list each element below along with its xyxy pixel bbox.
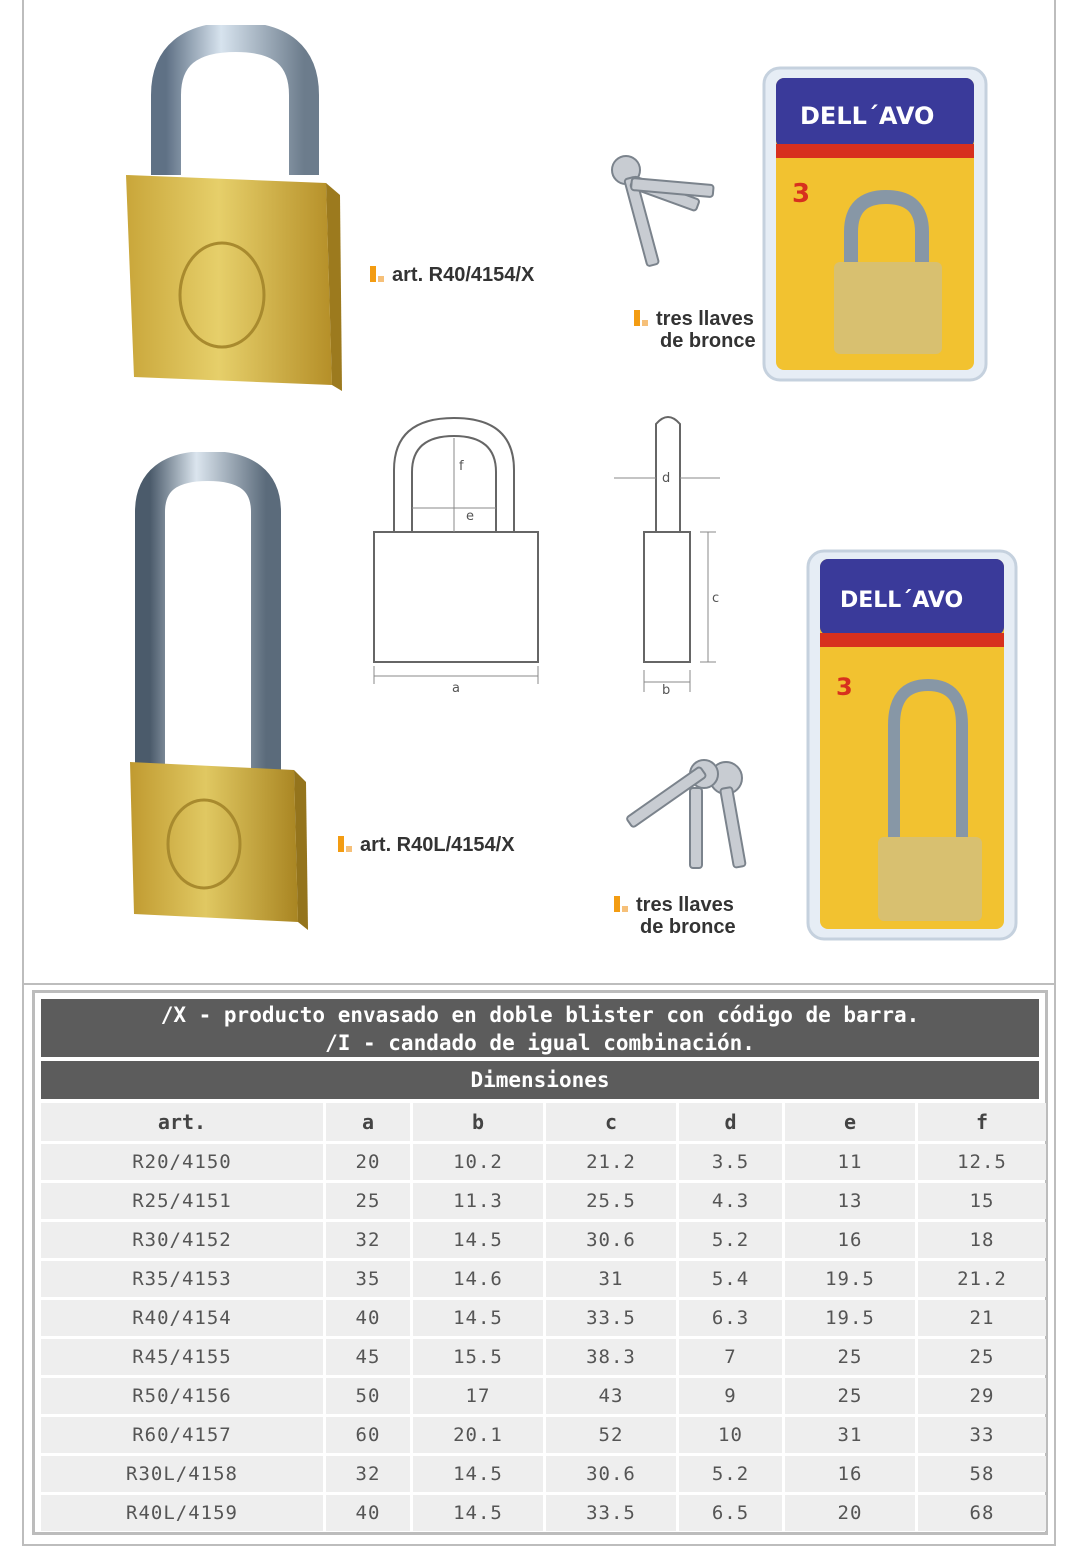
- dim-c-label: c: [712, 591, 720, 606]
- table-cell: 58: [918, 1456, 1046, 1492]
- table-cell: R40L/4159: [41, 1495, 323, 1531]
- table-cell: 11.3: [413, 1183, 543, 1219]
- table-cell: 15: [918, 1183, 1046, 1219]
- table-row: [41, 1378, 1046, 1414]
- table-cell: 33: [918, 1417, 1046, 1453]
- table-cell: 11: [785, 1144, 915, 1180]
- keys-image: [616, 748, 766, 878]
- note-line-2: /I - candado de igual combinación.: [325, 1031, 755, 1055]
- table-cell: 14.5: [413, 1456, 543, 1492]
- table-cell: 4.3: [679, 1183, 782, 1219]
- blister-brand-text: DELL´AVO: [800, 102, 935, 130]
- table-row: [41, 1456, 1046, 1492]
- table-cell: 17: [413, 1378, 543, 1414]
- bullet-icon: [634, 310, 648, 326]
- col-header-e: e: [785, 1103, 915, 1141]
- table-cell: R50/4156: [41, 1378, 323, 1414]
- table-cell: 21: [918, 1300, 1046, 1336]
- dimensions-table: [38, 1100, 1049, 1534]
- table-cell: 30.6: [546, 1456, 676, 1492]
- table-cell: 32: [326, 1456, 410, 1492]
- table-cell: 60: [326, 1417, 410, 1453]
- table-cell: 25: [918, 1339, 1046, 1375]
- table-cell: 38.3: [546, 1339, 676, 1375]
- table-cell: 20.1: [413, 1417, 543, 1453]
- table-cell: 3.5: [679, 1144, 782, 1180]
- table-cell: R25/4151: [41, 1183, 323, 1219]
- table-cell: R30L/4158: [41, 1456, 323, 1492]
- note-line-1: /X - producto envasado en doble blister con código de barra.: [160, 1003, 920, 1027]
- table-cell: 33.5: [546, 1300, 676, 1336]
- table-cell: 16: [785, 1222, 915, 1258]
- product-label-r40: art. R40/4154/X: [370, 264, 534, 286]
- table-cell: 5.2: [679, 1222, 782, 1258]
- table-cell: 6.5: [679, 1495, 782, 1531]
- dimensions-title: Dimensiones: [41, 1061, 1039, 1099]
- table-row: [41, 1417, 1046, 1453]
- table-cell: 16: [785, 1456, 915, 1492]
- dim-e-label: e: [466, 509, 474, 524]
- table-row: [41, 1222, 1046, 1258]
- table-row: [41, 1144, 1046, 1180]
- dimensions-table-container: [32, 990, 1048, 1535]
- table-cell: 20: [785, 1495, 915, 1531]
- blister-brand-text: DELL´AVO: [840, 588, 964, 613]
- table-row: [41, 1300, 1046, 1336]
- table-cell: 43: [546, 1378, 676, 1414]
- table-cell: 33.5: [546, 1495, 676, 1531]
- col-header-f: f: [918, 1103, 1046, 1141]
- table-cell: 6.3: [679, 1300, 782, 1336]
- dim-f-label: f: [459, 459, 464, 474]
- table-cell: 19.5: [785, 1261, 915, 1297]
- dimension-diagram-front: [364, 410, 544, 700]
- padlock-short-shackle-image: [104, 25, 344, 395]
- product-label-r40l: art. R40L/4154/X: [338, 834, 515, 856]
- table-cell: 14.5: [413, 1222, 543, 1258]
- padlock-long-shackle-image: [98, 452, 318, 942]
- table-cell: 45: [326, 1339, 410, 1375]
- table-cell: 30.6: [546, 1222, 676, 1258]
- col-header-art: art.: [41, 1103, 323, 1141]
- col-header-c: c: [546, 1103, 676, 1141]
- col-header-b: b: [413, 1103, 543, 1141]
- table-cell: 31: [785, 1417, 915, 1453]
- blister-pack-image: [802, 545, 1024, 945]
- bullet-icon: [370, 266, 384, 282]
- table-cell: R60/4157: [41, 1417, 323, 1453]
- keys-label-2: tres llaves de bronce: [614, 894, 736, 938]
- table-cell: 18: [918, 1222, 1046, 1258]
- table-cell: 25.5: [546, 1183, 676, 1219]
- table-row: [41, 1339, 1046, 1375]
- table-cell: 13: [785, 1183, 915, 1219]
- table-cell: 40: [326, 1495, 410, 1531]
- table-cell: 9: [679, 1378, 782, 1414]
- table-cell: 31: [546, 1261, 676, 1297]
- dim-a-label: a: [452, 681, 460, 696]
- table-cell: 68: [918, 1495, 1046, 1531]
- table-row: [41, 1183, 1046, 1219]
- table-cell: 25: [326, 1183, 410, 1219]
- table-cell: 19.5: [785, 1300, 915, 1336]
- table-cell: 25: [785, 1378, 915, 1414]
- table-cell: 14.5: [413, 1495, 543, 1531]
- bullet-icon: [614, 896, 628, 912]
- table-cell: R20/4150: [41, 1144, 323, 1180]
- blister-pack-image: [756, 62, 996, 387]
- blister-count-text: 3: [792, 179, 811, 209]
- section-divider: [24, 983, 1054, 985]
- table-cell: 35: [326, 1261, 410, 1297]
- table-cell: 7: [679, 1339, 782, 1375]
- table-cell: 10.2: [413, 1144, 543, 1180]
- keys-label-1: tres llaves de bronce: [634, 308, 756, 352]
- bullet-icon: [338, 836, 352, 852]
- table-header-row: [41, 1103, 1046, 1141]
- table-cell: 29: [918, 1378, 1046, 1414]
- packaging-note: [41, 999, 1039, 1057]
- dim-b-label: b: [662, 683, 671, 698]
- table-cell: R30/4152: [41, 1222, 323, 1258]
- table-row: [41, 1495, 1046, 1531]
- table-cell: 14.5: [413, 1300, 543, 1336]
- table-cell: 50: [326, 1378, 410, 1414]
- table-cell: 5.4: [679, 1261, 782, 1297]
- table-cell: R45/4155: [41, 1339, 323, 1375]
- keys-image: [594, 148, 734, 278]
- table-cell: 32: [326, 1222, 410, 1258]
- table-cell: 25: [785, 1339, 915, 1375]
- product-photo-area: [24, 0, 1054, 983]
- table-cell: 14.6: [413, 1261, 543, 1297]
- dim-d-label: d: [662, 471, 671, 486]
- col-header-d: d: [679, 1103, 782, 1141]
- table-cell: R35/4153: [41, 1261, 323, 1297]
- table-cell: R40/4154: [41, 1300, 323, 1336]
- table-cell: 10: [679, 1417, 782, 1453]
- table-cell: 12.5: [918, 1144, 1046, 1180]
- blister-count-text: 3: [836, 673, 853, 701]
- dimension-diagram-side: [608, 410, 728, 700]
- table-cell: 21.2: [918, 1261, 1046, 1297]
- table-cell: 40: [326, 1300, 410, 1336]
- table-row: [41, 1261, 1046, 1297]
- col-header-a: a: [326, 1103, 410, 1141]
- table-cell: 15.5: [413, 1339, 543, 1375]
- table-cell: 52: [546, 1417, 676, 1453]
- table-cell: 5.2: [679, 1456, 782, 1492]
- table-cell: 20: [326, 1144, 410, 1180]
- table-cell: 21.2: [546, 1144, 676, 1180]
